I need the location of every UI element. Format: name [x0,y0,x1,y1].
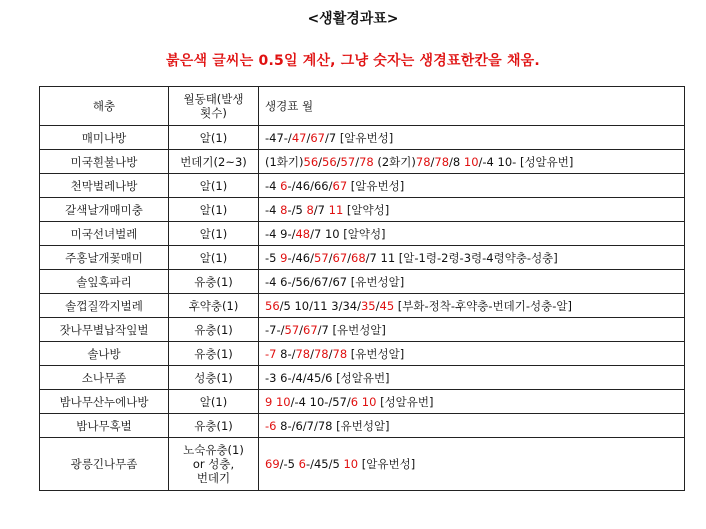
month-segment: 8-/ [276,346,296,361]
half-month-segment: 8 [280,202,288,217]
red-text-note: 붉은색 글씨는 0.5일 계산, 그냥 숫자는 생경표한칸을 채움. [166,53,540,69]
month-segment: / [310,346,314,361]
overwinter-stage-cell [169,126,259,150]
overwinter-stage-cell [169,366,259,390]
half-month-segment: 67 [332,250,348,265]
stage-line: 유충(1) [194,274,233,289]
insect-name-cell: 소나무좀 [40,366,169,390]
life-cycle-months-cell [259,222,685,246]
month-segment: 8-/6/7/78 [유번성알] [276,418,390,433]
half-month-segment: -7 [265,346,277,361]
stage-line: 알(1) [199,202,228,217]
month-segment: /7 10 [알약성] [310,226,386,241]
month-segment: (2화기) [373,154,416,169]
month-segment: -5 [265,250,281,265]
half-month-segment: 10 [343,457,359,471]
month-segment: -/46/ [287,250,314,265]
overwinter-stage-cell [169,174,259,198]
month-segment: / [328,250,333,265]
half-month-segment: 10 [463,154,479,169]
month-segment: [알약성] [343,202,390,217]
half-month-segment: 56 [322,154,337,169]
month-segment: /-5 [279,457,299,471]
half-month-segment: 9 [280,250,288,265]
half-month-segment: 78 [313,346,329,361]
table-row [40,438,685,491]
stage-line: 번데기(2~3) [180,154,247,169]
half-month-segment: 78 [332,346,348,361]
overwinter-stage-cell [169,222,259,246]
month-segment: / [318,154,323,169]
life-cycle-months-cell [259,174,685,198]
life-cycle-months-cell [259,294,685,318]
table-header-row [40,87,685,126]
life-cycle-months-cell [259,366,685,390]
half-month-segment: 56 [303,154,319,169]
life-cycle-table [39,86,685,491]
half-month-segment: 11 [328,202,344,217]
month-segment: -3 6-/4/45/6 [성알유번] [265,370,390,385]
life-cycle-months-cell [259,414,685,438]
stage-line: 알(1) [199,226,228,241]
month-segment: -4 [265,178,281,193]
overwinter-stage-cell [169,318,259,342]
month-segment: -/5 [287,202,307,217]
overwinter-stage-cell [169,438,259,491]
month-segment: / [347,250,352,265]
table-row [40,366,685,390]
month-segment: -4 6-/56/67/67 [유번성알] [265,274,405,289]
half-month-segment: 69 [265,457,280,471]
half-month-segment: 67 [310,130,325,145]
page-title: <생활경과표> [307,11,399,27]
half-month-segment: 57 [314,250,329,265]
table-row [40,222,685,246]
insect-name-cell: 미국흰불나방 [40,150,169,174]
insect-name-cell: 밤나무산누에나방 [40,390,169,414]
half-month-segment: 57 [340,154,356,169]
stage-line: 유충(1) [194,418,233,433]
table-row [40,342,685,366]
half-month-segment: 47 [291,130,307,145]
month-segment: -7-/ [265,322,285,337]
month-segment: /7 11 [알-1령-2령-3령-4령약충-성충] [365,250,558,265]
insect-name-cell: 솔나방 [40,342,169,366]
overwinter-stage-cell [169,414,259,438]
insect-name-cell: 솔잎혹파리 [40,270,169,294]
month-segment: -47-/ [265,130,292,145]
month-segment: / [375,298,380,313]
half-month-segment: 10 [275,394,291,409]
insect-name-cell: 광릉긴나무좀 [40,438,169,491]
insect-name-cell: 잣나무별납작잎벌 [40,318,169,342]
stage-line: 성충(1) [194,370,233,385]
month-segment: -4 9-/ [265,226,296,241]
month-segment: /-4 10-/57/ [290,394,351,409]
life-cycle-months-cell [259,246,685,270]
table-row [40,270,685,294]
month-segment: /5 10/11 3/34/ [279,298,361,313]
month-segment: /7 [313,202,329,217]
table-row [40,318,685,342]
half-month-segment: 45 [379,298,395,313]
month-segment: / [299,322,304,337]
half-month-segment: 8 [306,202,314,217]
overwinter-stage-cell [169,294,259,318]
life-cycle-months-cell [259,198,685,222]
table-row [40,126,685,150]
half-month-segment: -6 [265,418,277,433]
table-row [40,414,685,438]
half-month-segment: 6 [298,457,306,471]
table-row [40,246,685,270]
overwinter-stage-cell [169,246,259,270]
table-row [40,150,685,174]
half-month-segment: 67 [303,322,318,337]
insect-name-cell: 주홍날개꽃매미 [40,246,169,270]
month-segment: -4 [265,202,281,217]
stage-line: 유충(1) [194,346,233,361]
half-month-segment: 35 [360,298,376,313]
stage-line: 유충(1) [194,322,233,337]
life-cycle-months-cell [259,150,685,174]
stage-line: 알(1) [199,130,228,145]
stage-line: 후약충(1) [188,298,239,313]
stage-line: or 성충, [192,457,235,471]
month-segment: /8 [449,154,464,169]
table-row [40,198,685,222]
half-month-segment: 48 [295,226,311,241]
stage-line: 번데기 [196,471,231,485]
table-row [40,390,685,414]
half-month-segment: 10 [361,394,377,409]
table-row [40,294,685,318]
life-cycle-months-cell [259,318,685,342]
insect-name-cell: 갈색날개매미충 [40,198,169,222]
insect-name-cell: 밤나무혹벌 [40,414,169,438]
insect-name-cell: 솔껍질깍지벌레 [40,294,169,318]
half-month-segment: 6 [350,394,359,409]
half-month-segment: 78 [434,154,450,169]
month-segment: -/45/5 [305,457,344,471]
month-segment: -/46/66/ [287,178,333,193]
stage-line: 알(1) [199,178,228,193]
stage-line: 알(1) [199,394,228,409]
month-segment: (1화기) [265,154,304,169]
month-segment: /7 [알유번성] [324,130,394,145]
half-month-segment: 78 [415,154,431,169]
life-cycle-months-cell [259,126,685,150]
life-cycle-months-cell [259,342,685,366]
half-month-segment: 78 [359,154,374,169]
month-segment: /-4 10- [성알유번] [478,154,574,169]
header-stage-line2: 횟수) [200,106,227,120]
month-segment: / [355,154,360,169]
month-segment: /7 [유번성알] [317,322,386,337]
table-row [40,174,685,198]
insect-name-cell: 매미나방 [40,126,169,150]
month-segment: / [336,154,341,169]
half-month-segment: 68 [351,250,366,265]
month-segment: / [306,130,311,145]
month-segment: [유번성알] [347,346,405,361]
insect-name-cell: 미국선녀벌레 [40,222,169,246]
life-cycle-months-cell [259,438,685,491]
overwinter-stage-cell [169,342,259,366]
month-segment: [알유번성] [347,178,405,193]
overwinter-stage-cell [169,270,259,294]
header-insect: 해충 [40,87,169,126]
stage-line: 알(1) [199,250,228,265]
overwinter-stage-cell [169,150,259,174]
half-month-segment: 67 [332,178,348,193]
month-segment: [알유번성] [358,457,416,471]
header-stage-line1: 월동태(발생 [183,92,244,106]
month-segment: / [430,154,435,169]
half-month-segment: 9 [265,394,273,409]
header-months: 생경표 월 [259,87,685,126]
half-month-segment: 57 [284,322,300,337]
month-segment: / [328,346,333,361]
insect-name-cell: 천막벌레나방 [40,174,169,198]
life-cycle-months-cell [259,270,685,294]
overwinter-stage-cell [169,390,259,414]
header-stage [169,87,259,126]
half-month-segment: 78 [295,346,311,361]
stage-line: 노숙유충(1) [183,443,244,457]
month-segment: [부화-정착-후약충-번데기-성충-알] [394,298,572,313]
half-month-segment: 6 [280,178,288,193]
half-month-segment: 56 [265,298,280,313]
month-segment: [성알유번] [376,394,434,409]
life-cycle-months-cell [259,390,685,414]
overwinter-stage-cell [169,198,259,222]
